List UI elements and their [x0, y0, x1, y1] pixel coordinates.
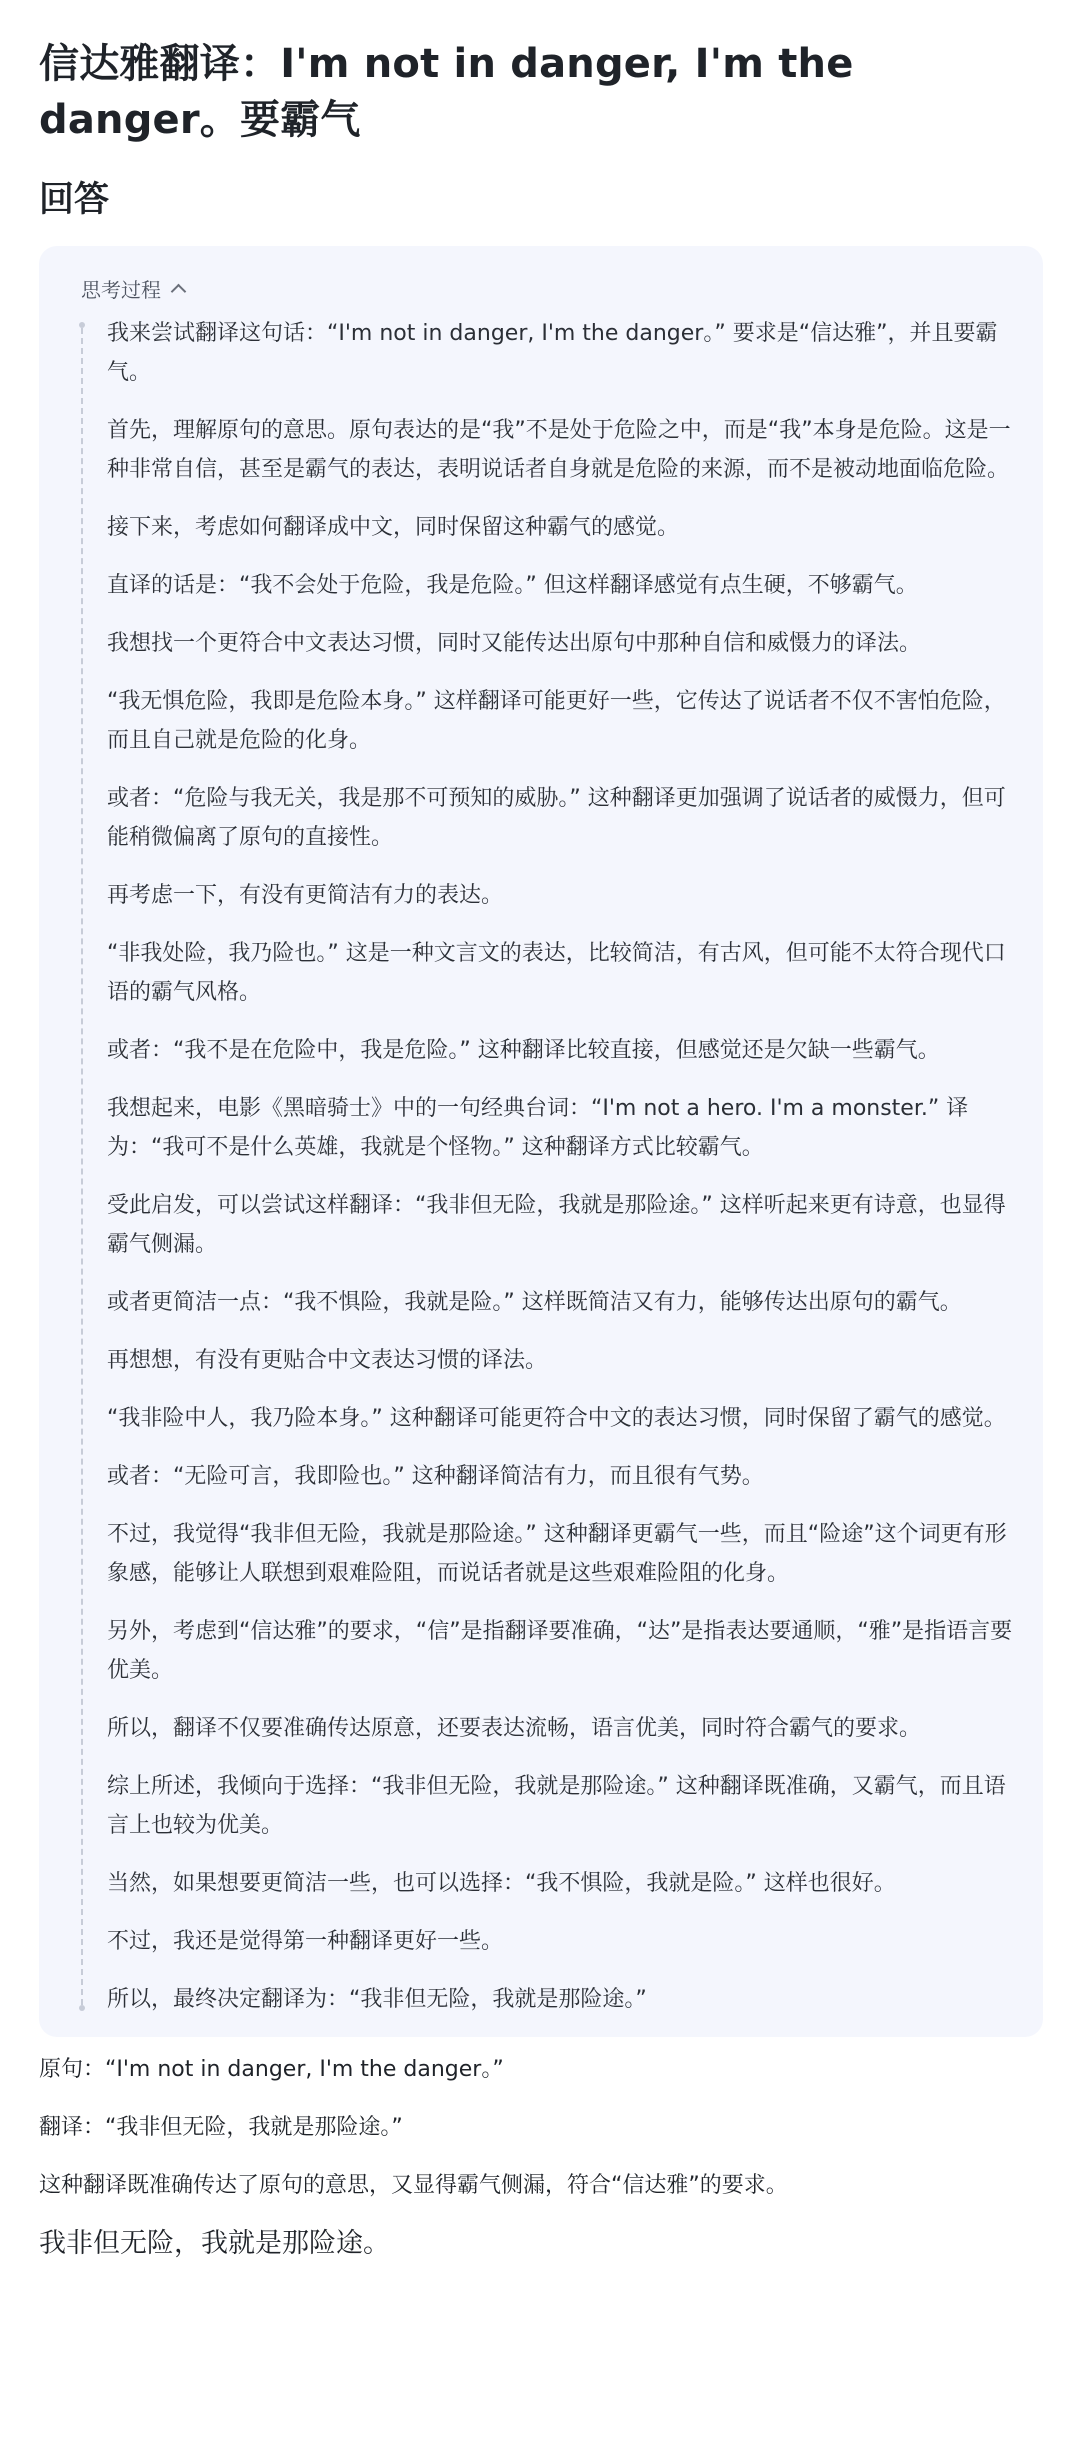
thinking-paragraph: 直译的话是：“我不会处于危险，我是危险。” 但这样翻译感觉有点生硬，不够霸气。 — [107, 573, 918, 598]
translation-sentence: 翻译：“我非但无险，我就是那险途。” — [39, 2115, 403, 2140]
thinking-paragraph: 我想起来，电影《黑暗骑士》中的一句经典台词：“I'm not a hero. I'm a monster.” 译为：“我可不是什么英雄，我就是个怪物。” 这种翻译方式比较霸气。 — [107, 1096, 969, 1160]
thinking-toggle[interactable] — [81, 274, 1017, 302]
thinking-paragraph: 或者更简洁一点：“我不惧险，我就是险。” 这样既简洁又有力，能够传达出原句的霸气。 — [107, 1290, 962, 1315]
answer-heading: 回答 — [39, 180, 110, 220]
thinking-paragraph: 接下来，考虑如何翻译成中文，同时保留这种霸气的感觉。 — [107, 515, 680, 540]
thinking-label: 思考过程 — [81, 277, 161, 302]
timeline-dot-bottom — [79, 2005, 85, 2011]
thinking-paragraph: “我无惧危险，我即是危险本身。” 这样翻译可能更好一些，它传达了说话者不仅不害怕危险，而且自己就是危险的化身。 — [107, 689, 1006, 753]
thinking-paragraph: 受此启发，可以尝试这样翻译：“我非但无险，我就是那险途。” 这样听起来更有诗意，也显得霸气侧漏。 — [107, 1193, 1006, 1257]
thinking-paragraph: 或者：“危险与我无关，我是那不可预知的威胁。” 这种翻译更加强调了说话者的威慑力，但可能稍微偏离了原句的直接性。 — [107, 786, 1006, 850]
thinking-paragraph: 我想找一个更符合中文表达习惯，同时又能传达出原句中那种自信和威慑力的译法。 — [107, 631, 922, 656]
chevron-up-icon — [171, 283, 187, 299]
timeline-dot-top — [79, 322, 85, 328]
thinking-panel — [39, 246, 1043, 2037]
thinking-paragraph: 我来尝试翻译这句话：“I'm not in danger, I'm the danger。” 要求是“信达雅”，并且要霸气。 — [107, 321, 998, 385]
thinking-paragraph: 不过，我还是觉得第一种翻译更好一些。 — [107, 1929, 504, 1954]
thinking-paragraph: “非我处险，我乃险也。” 这是一种文言文的表达，比较简洁，有古风，但可能不太符合现代口语的霸气风格。 — [107, 941, 1006, 1005]
final-translation: 我非但无险，我就是那险途。 — [39, 2228, 390, 2259]
thinking-paragraph: 所以，翻译不仅要准确传达原意，还要表达流畅，语言优美，同时符合霸气的要求。 — [107, 1716, 922, 1741]
thinking-paragraph: 首先，理解原句的意思。原句表达的是“我”不是处于危险之中，而是“我”本身是危险。这是一种非常自信，甚至是霸气的表达，表明说话者自身就是危险的来源，而不是被动地面临危险。 — [107, 418, 1011, 482]
thinking-paragraph: 或者：“我不是在危险中，我是危险。” 这种翻译比较直接，但感觉还是欠缺一些霸气。 — [107, 1038, 940, 1063]
thinking-paragraph: “我非险中人，我乃险本身。” 这种翻译可能更符合中文的表达习惯，同时保留了霸气的感觉。 — [107, 1406, 1006, 1431]
thinking-content — [81, 314, 1017, 2019]
thinking-paragraph: 或者：“无险可言，我即险也。” 这种翻译简洁有力，而且很有气势。 — [107, 1464, 764, 1489]
thinking-paragraph: 当然，如果想要更简洁一些，也可以选择：“我不惧险，我就是险。” 这样也很好。 — [107, 1871, 896, 1896]
thinking-paragraph: 综上所述，我倾向于选择：“我非但无险，我就是那险途。” 这种翻译既准确，又霸气，而且语言上也较为优美。 — [107, 1774, 1006, 1838]
thinking-timeline-line — [81, 328, 83, 2005]
question-title: 信达雅翻译：I'm not in danger, I'm the danger。要霸气 — [39, 41, 854, 143]
thinking-paragraph: 再考虑一下，有没有更简洁有力的表达。 — [107, 883, 504, 908]
original-sentence: 原句：“I'm not in danger, I'm the danger。” — [39, 2057, 504, 2082]
thinking-paragraph: 另外，考虑到“信达雅”的要求，“信”是指翻译要准确，“达”是指表达要通顺，“雅”是指语言要优美。 — [107, 1619, 1013, 1683]
thinking-paragraph: 不过，我觉得“我非但无险，我就是那险途。” 这种翻译更霸气一些，而且“险途”这个词更有形象感，能够让人联想到艰难险阻，而说话者就是这些艰难险阻的化身。 — [107, 1522, 1007, 1586]
thinking-paragraph: 所以，最终决定翻译为：“我非但无险，我就是那险途。” — [107, 1987, 647, 2012]
thinking-paragraph: 再想想，有没有更贴合中文表达习惯的译法。 — [107, 1348, 548, 1373]
answer-result — [39, 2037, 1048, 2266]
translation-comment: 这种翻译既准确传达了原句的意思，又显得霸气侧漏，符合“信达雅”的要求。 — [39, 2173, 788, 2198]
